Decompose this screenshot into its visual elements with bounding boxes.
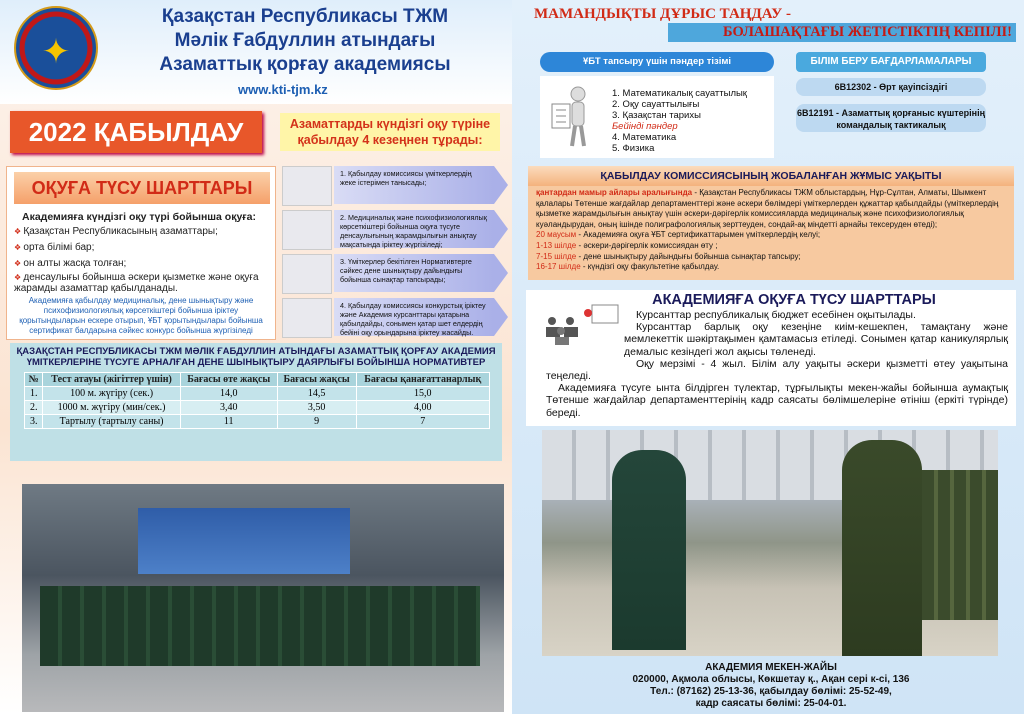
schedule-date: 7-15 шілде	[536, 251, 577, 261]
cadet-figure	[842, 440, 922, 656]
address-title: АКАДЕМИЯ МЕКЕН-ЖАЙЫ	[705, 662, 837, 673]
table-row	[25, 415, 490, 429]
cadet-row	[40, 586, 480, 626]
schedule-text: - Академияға оқуға ҰБТ сертификаттарымен үміткерлердің келуі;	[576, 230, 821, 240]
table-row	[25, 401, 490, 415]
schedule-body	[536, 188, 1006, 273]
subject-item: 5. Физика	[612, 143, 655, 154]
academy-address	[536, 662, 1006, 710]
subject-item: 2. Оқу сауаттылығы	[612, 99, 700, 110]
conditions-subtitle: Академияға күндізгі оқу түрі бойынша оқуға:	[22, 211, 257, 223]
arrow-right-icon	[494, 254, 508, 292]
schedule-text: - күндізгі оқу факультетіне қабылдау.	[580, 262, 720, 272]
academy-conditions-title: АКАДЕМИЯҒА ОҚУҒА ТҮСУ ШАРТТАРЫ	[652, 292, 936, 308]
arrow-right-icon	[494, 298, 508, 336]
schedule-intro: - Қазақстан Республикасы ТЖМ облыстардың, Нұр-Сұлтан, Алматы, Шымкент қалалары Төтенше жағдайлар департаменттері және әскери бөлімдері үміткерлерден құжаттар қабылдайды (үміткерлердің қызметке жарамдылығын анықтау үшін әскери-дәрігерлік комиссияларда медициналық және психофизиологиялық куәландырудан, оның ішінде полиграфологиялық зерттеуден, сондай-ақ міндетті арнайы тексеруден өтеді);	[536, 188, 999, 229]
condition-item: ❖ орта білімі бар;	[14, 242, 264, 253]
salute-photo	[542, 430, 998, 656]
step-2: 2. Медициналық және психофизиологиялық көрсеткіштері бойынша оқуға түсуге денсаулығының жарамдылығын анықтау мақсатында іріктеу жүргізіледі;	[334, 210, 494, 248]
schedule-date: 20 маусым	[536, 230, 577, 240]
condition-paragraph: Академияға түсуге ынта білдірген түлектар, тұрғылықты мекен-жайы бойынша аумақтық Төтенше жағдайлар департаменттерінің кадр саясаты бөлімшелеріне өтініш (еркіті түрінде) береді.	[546, 382, 1008, 419]
table-header: №	[25, 373, 43, 387]
condition-item: ❖ он алты жасқа толған;	[14, 258, 264, 269]
table-cell: 7	[356, 415, 489, 429]
table-header: Бағасы жақсы	[277, 373, 356, 387]
address-line: кадр саясаты бөлімі: 25-04-01.	[695, 698, 847, 709]
table-cell: 9	[277, 415, 356, 429]
address-line: Тел.: (87162) 25-13-36, қабылдау бөлімі: 25-52-49,	[650, 686, 892, 697]
step-1: 1. Қабылдау комиссиясы үміткерлердің жеке істерімен танысады;	[334, 166, 494, 204]
schedule-text: - дене шынықтыру дайындығы бойынша сынақтар тапсыру;	[576, 251, 801, 261]
table-header: Бағасы өте жақсы	[180, 373, 277, 387]
programs-title: БІЛІМ БЕРУ БАҒДАРЛАМАЛАРЫ	[796, 52, 986, 72]
schedule-title: ҚАБЫЛДАУ КОМИССИЯСЫНЫҢ ЖОБАЛАНҒАН ЖҰМЫС УАҚЫТЫ	[528, 166, 1014, 186]
step-3: 3. Үміткерлер бекітілген Нормативтерге сәйкес дене шынықтыру дайындығы бойынша сынақтар тапсырады;	[334, 254, 494, 292]
table-cell: 3,50	[277, 401, 356, 415]
step-4-image	[282, 298, 332, 338]
arrow-right-icon	[494, 166, 508, 204]
star-icon: ✦	[41, 33, 71, 71]
step-2-image	[282, 210, 332, 250]
table-cell: 100 м. жүгіру (сек.)	[43, 387, 180, 401]
table-header-row	[25, 373, 490, 387]
website-link[interactable]: www.kti-tjm.kz	[238, 82, 328, 97]
subject-item: 1. Математикалық сауаттылық	[612, 88, 747, 99]
condition-paragraph: Курсанттар республикалық бюджет есебінен оқытылады.	[636, 309, 916, 321]
header-line-2: Мәлік Ғабдуллин атындағы	[174, 30, 436, 51]
program-item: 6В12302 - Өрт қауіпсіздігі	[796, 78, 986, 96]
condition-item: ❖ Қазақстан Республикасының азаматтары;	[14, 226, 264, 237]
stages-note: Азаматтарды күндізгі оқу түріне қабылдау 4 кезеңнен тұрады:	[280, 113, 500, 151]
table-cell: 4,00	[356, 401, 489, 415]
year-banner: 2022 ҚАБЫЛДАУ	[10, 111, 262, 153]
table-cell: 3.	[25, 415, 43, 429]
table-cell: 2.	[25, 401, 43, 415]
address-line: 020000, Ақмола облысы, Көкшетау қ., Ақан сері к-сі, 136	[632, 674, 910, 685]
table-cell: 11	[180, 415, 277, 429]
arrow-right-icon	[494, 210, 508, 248]
table-cell: 3,40	[180, 401, 277, 415]
profile-subjects-label: Бейінді пәндер	[612, 121, 678, 132]
officer-figure	[612, 450, 686, 650]
norms-table	[24, 372, 490, 429]
table-cell: 14,5	[277, 387, 356, 401]
cadet-formation	[922, 470, 998, 620]
conditions-note: Академияға қабылдау медициналық, дене шынықтыру және психофизиологиялық көрсеткіштері бойынша іріктеу қорытындыларын ескере отырып, ҰБТ қорытындылары бойынша сертификат балдарына сәйкес конкурс бойынша жүргізіледі	[19, 296, 263, 335]
schedule-intro-date: қантардан мамыр айлары аралығында	[536, 188, 693, 197]
photo-banner	[138, 508, 350, 574]
table-cell: 15,0	[356, 387, 489, 401]
academy-logo	[14, 6, 98, 90]
cadet-row	[40, 626, 480, 666]
table-row	[25, 387, 490, 401]
subject-item: 3. Қазақстан тарихы	[612, 110, 701, 121]
table-cell: 14,0	[180, 387, 277, 401]
conditions-title: ОҚУҒА ТҮСУ ШАРТТАРЫ	[14, 172, 270, 204]
schedule-date: 1-13 шілде	[536, 240, 577, 250]
header-line-1: Қазақстан Республикасы ТЖМ	[161, 6, 449, 27]
header-line-3: Азаматтық қорғау академиясы	[159, 54, 451, 75]
table-cell: 1000 м. жүгіру (мин/сек.)	[43, 401, 180, 415]
person-checklist-icon	[548, 84, 600, 150]
subject-item: 4. Математика	[612, 132, 677, 143]
norms-title: ҚАЗАҚСТАН РЕСПУБЛИКАСЫ ТЖМ МӘЛІК ҒАБДУЛЛИН АТЫНДАҒЫ АЗАМАТТЫҚ ҚОРҒАУ АКАДЕМИЯ ҮМІТКЕРЛЕРІНЕ ТҮСУГЕ АРНАЛҒАН ДЕНЕ ШЫНЫҚТЫРУ ДАЯРЛЫҒЫ БОЙЫНША НОРМАТИВТЕР	[16, 346, 496, 368]
academy-conditions-body	[546, 309, 1008, 419]
step-1-image	[282, 166, 332, 206]
slogan-line-1: МАМАНДЫҚТЫ ДҰРЫС ТАҢДАУ -	[534, 6, 792, 22]
condition-item: ❖ денсаулығы бойынша әскери қызметке және оқуға жарамды азаматтар қабылданады.	[14, 272, 264, 294]
table-header: Бағасы қанағаттанарлық	[356, 373, 489, 387]
program-item: 6В12191 - Азаматтық қорғаныс күштерінің командалық тактикалық	[796, 104, 986, 132]
condition-paragraph: Курсанттар барлық оқу кезеңіне киім-кешекпен, тамақтану және мемлекеттік шәкіртақымен қамтамасыз етіледі. Сонымен қатар каникулярлық демалыс кезіндегі жол ақысы төленеді.	[624, 321, 1008, 358]
condition-paragraph: Оқу мерзімі - 4 жыл. Білім алу уақыты әскери қызметті өтеу уақытына теңеледі.	[546, 357, 1008, 383]
subjects-title: ҰБТ тапсыру үшін пәндер тізімі	[540, 52, 774, 72]
table-cell: 1.	[25, 387, 43, 401]
step-3-image	[282, 254, 332, 294]
slogan-line-2: БОЛАШАҚТАҒЫ ЖЕТІСТІКТІҢ КЕПІЛІ!	[668, 23, 1016, 42]
table-cell: Тартылу (тартылу саны)	[43, 415, 180, 429]
table-header: Тест атауы (жігіттер үшін)	[43, 373, 180, 387]
schedule-text: - әскери-дәрігерлік комиссиядан өту ;	[576, 240, 718, 250]
schedule-date: 16-17 шілде	[536, 262, 581, 272]
step-4: 4. Қабылдау комиссиясы конкурстық іріктеу және Академия курсанттары қатарына қабылдайды, сонымен қатар шет елдердің бейіні оқу орындарына іріктеу жасайды.	[334, 298, 494, 336]
